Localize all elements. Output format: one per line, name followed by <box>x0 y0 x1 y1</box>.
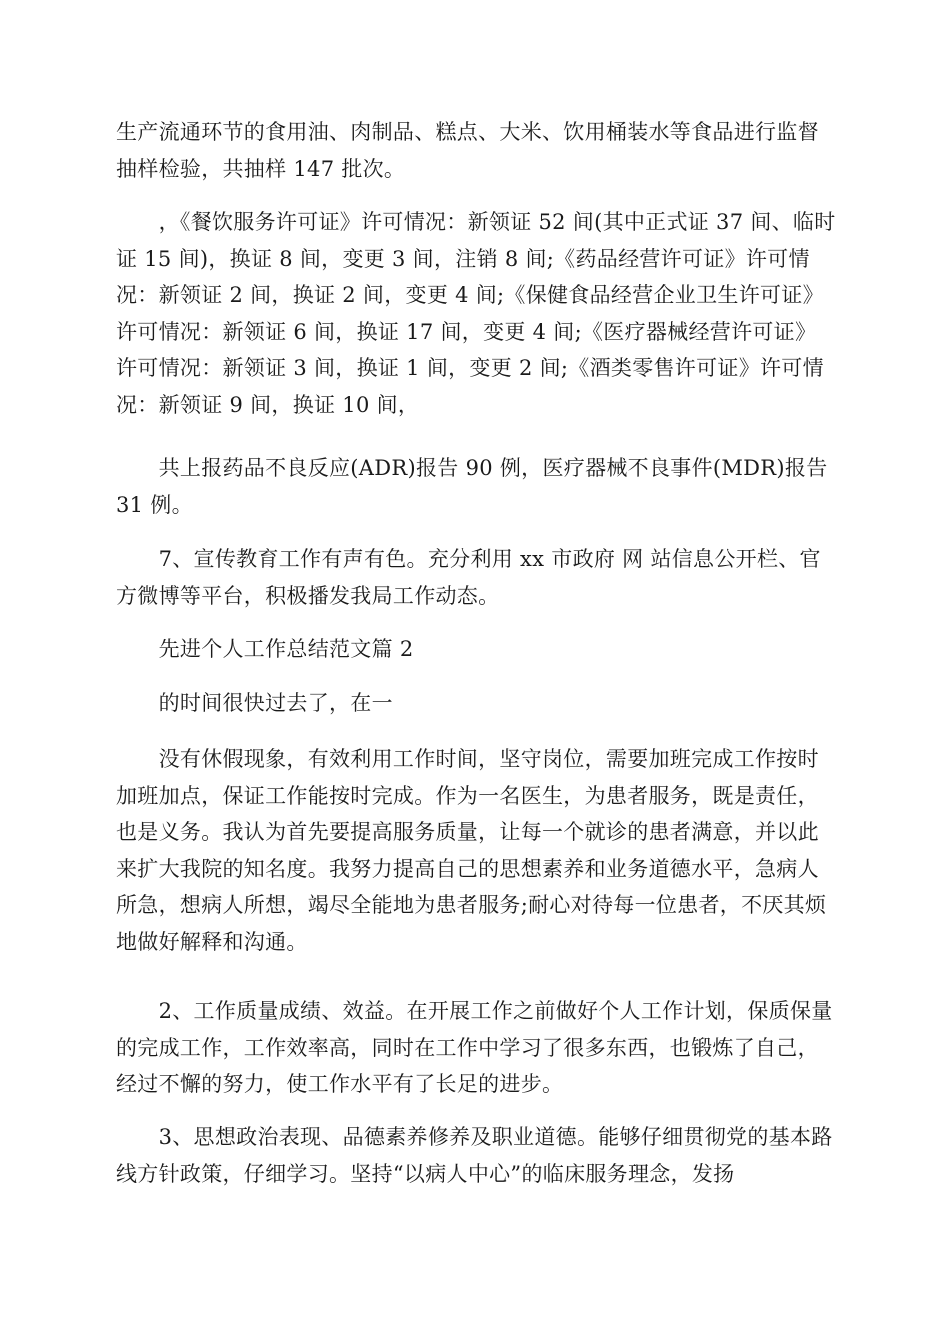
paragraph-work-quality: 2、工作质量成绩、效益。在开展工作之前做好个人工作计划，保质保量的完成工作，工作效率高，同时在工作中学习了很多东西，也锻炼了自己，经过不懈的努力，使工作水平有了长足的进步。 <box>116 999 833 1096</box>
section-heading: 先进个人工作总结范文篇 2 <box>116 637 414 661</box>
paragraph-political-conduct: 3、思想政治表现、品德素养修养及职业道德。能够仔细贯彻党的基本路线方针政策，仔细学习。坚持“以病人中心”的临床服务理念，发扬 <box>116 1125 833 1186</box>
paragraph-food-sampling: 生产流通环节的食用油、肉制品、糕点、大米、饮用桶装水等食品进行监督抽样检验，共抽样 147 批次。 <box>116 120 819 181</box>
paragraph-publicity: 7、宣传教育工作有声有色。充分利用 xx 市政府 网 站信息公开栏、官方微博等平台，积极播发我局工作动态。 <box>116 547 821 608</box>
paragraph-adverse-reports: 共上报药品不良反应(ADR)报告 90 例，医疗器械不良事件(MDR)报告 31 例。 <box>116 456 835 517</box>
paragraph-work-attitude: 没有休假现象，有效利用工作时间，坚守岗位，需要加班完成工作按时加班加点，保证工作能按时完成。作为一名医生，为患者服务，既是责任，也是义务。我认为首先要提高服务质量，让每一个就诊的患者满意，并以此来扩大我院的知名度。我努力提高自己的思想素养和业务道德水平，急病人所急，想病人所想，竭尽全能地为患者服务;耐心对待每一位患者，不厌其烦地做好解释和沟通。 <box>116 747 827 954</box>
paragraph-license-status: ，《餐饮服务许可证》许可情况：新领证 52 间(其中正式证 37 间、临时证 15 间)，换证 8 间，变更 3 间，注销 8 间;《药品经营许可证》许可情况：新领证 2 间，换证 2 间，变更 4 间;《保健食品经营企业卫生许可证》许可情况：新领证 6 间，换证 17 间，变更 4 间;《医疗器械经营许可证》许可情况：新领证 3 间，换证 1 间，变更 2 间;《酒类零售许可证》许可情况：新领证 9 间，换证 10 间， <box>116 210 836 417</box>
paragraph-intro: 的时间很快过去了，在一 <box>116 691 393 715</box>
